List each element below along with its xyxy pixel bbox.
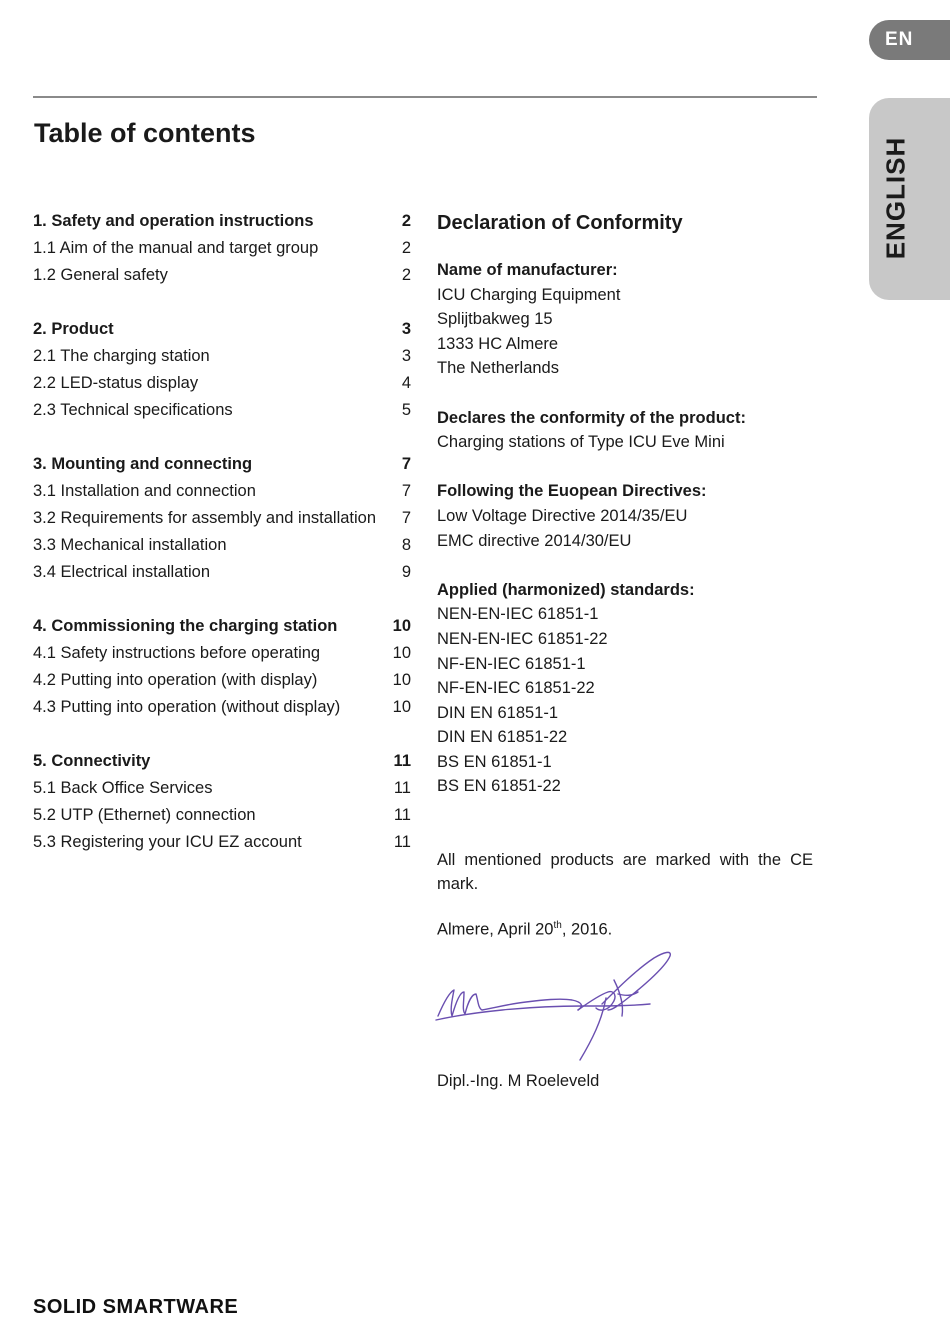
toc-spacer <box>33 289 411 316</box>
toc-section-row[interactable] <box>33 505 411 532</box>
toc-entry-label: 3.4 Electrical installation <box>33 563 211 581</box>
toc-entry-label: 5.3 Registering your ICU EZ account <box>33 833 302 851</box>
toc-entry-label: 2.3 Technical specifications <box>33 401 233 419</box>
toc-entry-label: 3.1 Installation and connection <box>33 482 256 500</box>
toc-entry-label: 5. Connectivity <box>33 752 151 770</box>
toc-entry-label: 2.1 The charging station <box>33 347 210 365</box>
toc-entry-label: 1. Safety and operation instructions <box>33 212 314 230</box>
toc-page-number: 2 <box>401 212 411 230</box>
toc-page-number: 7 <box>401 482 411 500</box>
toc-entry-label: 2.2 LED-status display <box>33 374 199 392</box>
toc-section-row[interactable] <box>33 640 411 667</box>
standard-item: BS EN 61851-22 <box>437 777 561 796</box>
language-code-tab <box>869 20 950 60</box>
manufacturer-line: ICU Charging Equipment <box>437 285 621 304</box>
toc-page-number: 10 <box>392 698 411 716</box>
manufacturer-line: Splijtbakweg 15 <box>437 310 553 329</box>
standard-item: DIN EN 61851-22 <box>437 728 568 747</box>
directive-item: Low Voltage Directive 2014/35/EU <box>437 506 688 525</box>
toc-entry-label: 4.1 Safety instructions before operating <box>33 644 321 662</box>
toc-spacer <box>33 586 411 613</box>
toc-page-number: 5 <box>401 401 411 419</box>
toc-section-row[interactable] <box>33 235 411 262</box>
toc-page-number: 8 <box>401 536 411 554</box>
toc-section-row[interactable] <box>33 829 411 856</box>
standard-item: NF-EN-IEC 61851-1 <box>437 654 586 673</box>
language-name: ENGLISH <box>880 136 911 260</box>
toc-spacer <box>33 721 411 748</box>
standard-item: NEN-EN-IEC 61851-22 <box>437 629 608 648</box>
standard-item: BS EN 61851-1 <box>437 752 552 771</box>
toc-chapter-row[interactable] <box>33 208 411 235</box>
language-name-tab <box>869 98 950 300</box>
manufacturer-label: Name of manufacturer: <box>437 261 618 279</box>
page-title: Table of contents <box>34 118 256 148</box>
declaration-of-conformity <box>437 208 813 897</box>
toc-spacer <box>33 424 411 451</box>
toc-page-number: 7 <box>401 455 411 473</box>
toc-section-row[interactable] <box>33 532 411 559</box>
toc-entry-label: 4. Commissioning the charging station <box>33 617 338 635</box>
toc-page-number: 2 <box>401 266 411 284</box>
date-ordinal: th <box>553 920 562 931</box>
toc-page-number: 7 <box>401 509 411 527</box>
toc-chapter-row[interactable] <box>33 451 411 478</box>
footer-brand: SOLID SMARTWARE <box>33 1296 239 1318</box>
toc-entry-label: 4.2 Putting into operation (with display) <box>33 671 318 689</box>
directives-label: Following the Euopean Directives: <box>437 482 707 501</box>
toc-entry-label: 3.3 Mechanical installation <box>33 536 227 554</box>
toc-section-row[interactable] <box>33 478 411 505</box>
toc-section-row[interactable] <box>33 397 411 424</box>
toc-entry-label: 5.2 UTP (Ethernet) connection <box>33 806 256 824</box>
toc-page-number: 11 <box>393 779 411 797</box>
toc-page-number: 2 <box>401 239 411 257</box>
toc-page-number: 9 <box>401 563 411 581</box>
standard-item: NF-EN-IEC 61851-22 <box>437 679 595 698</box>
toc-page-number: 4 <box>401 374 411 392</box>
date-suffix: , 2016. <box>561 920 613 939</box>
toc-entry-label: 5.1 Back Office Services <box>33 779 213 797</box>
manufacturer-line: 1333 HC Almere <box>437 334 559 353</box>
toc-entry-label: 1.2 General safety <box>33 266 168 284</box>
toc-section-row[interactable] <box>33 370 411 397</box>
toc-entry-label: 3.2 Requirements for assembly and installation <box>33 509 377 527</box>
signing-date <box>437 920 612 940</box>
toc-section-row[interactable] <box>33 343 411 370</box>
toc-chapter-row[interactable] <box>33 748 411 775</box>
standard-item: DIN EN 61851-1 <box>437 703 559 722</box>
toc-entry-label: 1.1 Aim of the manual and target group <box>33 239 319 257</box>
toc-page-number: 10 <box>392 617 411 635</box>
product-label: Declares the conformity of the product: <box>437 408 746 427</box>
toc-section-row[interactable] <box>33 694 411 721</box>
signatory-name: Dipl.-Ing. M Roeleveld <box>437 1072 600 1090</box>
declaration-title: Declaration of Conformity <box>437 212 683 234</box>
toc-entry-label: 4.3 Putting into operation (without display) <box>33 698 341 716</box>
toc-page-number: 10 <box>392 671 411 689</box>
toc-section-row[interactable] <box>33 262 411 289</box>
language-code: EN <box>885 29 914 50</box>
manufacturer-line: The Netherlands <box>437 359 559 378</box>
toc-page-number: 3 <box>401 347 411 365</box>
ce-mark-note: All mentioned products are marked with the CE mark. <box>437 850 813 894</box>
toc-entry-label: 2. Product <box>33 320 114 338</box>
toc-chapter-row[interactable] <box>33 613 411 640</box>
table-of-contents <box>33 208 411 856</box>
toc-section-row[interactable] <box>33 775 411 802</box>
toc-chapter-row[interactable] <box>33 316 411 343</box>
toc-page-number: 11 <box>393 752 411 770</box>
toc-page-number: 11 <box>393 806 411 824</box>
header-rule <box>33 96 817 98</box>
toc-page-number: 11 <box>393 833 411 851</box>
standard-item: NEN-EN-IEC 61851-1 <box>437 605 599 624</box>
toc-section-row[interactable] <box>33 667 411 694</box>
date-prefix: Almere, April 20 <box>437 920 554 939</box>
handwritten-signature <box>432 940 722 1065</box>
toc-section-row[interactable] <box>33 559 411 586</box>
toc-entry-label: 3. Mounting and connecting <box>33 455 253 473</box>
toc-page-number: 3 <box>401 320 411 338</box>
directive-item: EMC directive 2014/30/EU <box>437 531 632 550</box>
toc-page-number: 10 <box>392 644 411 662</box>
toc-section-row[interactable] <box>33 802 411 829</box>
product-text: Charging stations of Type ICU Eve Mini <box>437 433 725 452</box>
standards-label: Applied (harmonized) standards: <box>437 580 695 599</box>
